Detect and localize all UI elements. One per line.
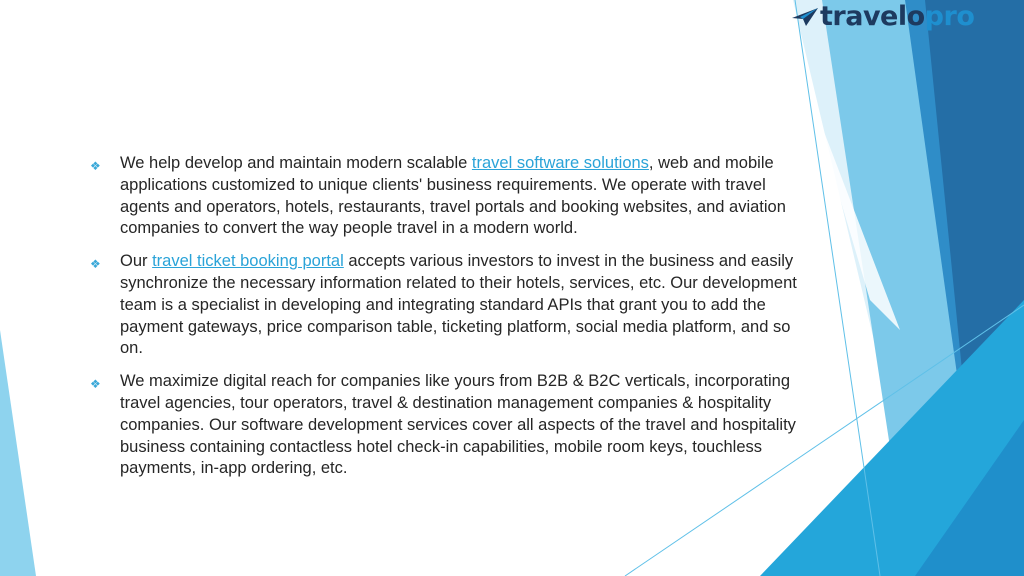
- bullet-item: [88, 153, 800, 240]
- bullet-item: [88, 371, 800, 480]
- bullet-text: We maximize digital reach for companies like yours from B2B & B2C verticals, incorporating travel agencies, tour operators, travel & destination management companies & hospitality companies. Our software development services cover all aspects of the travel and hospitality business containing contactless hotel check-in capabilities, mobile room keys, touchless payments, in-app ordering, etc.: [120, 372, 796, 478]
- travel-ticket-booking-portal-link[interactable]: travel ticket booking portal: [152, 252, 344, 271]
- travel-software-solutions-link[interactable]: travel software solutions: [471, 154, 649, 172]
- bullet-text-before: Our: [120, 252, 153, 271]
- paper-plane-icon: [790, 6, 820, 28]
- bullet-text-after: accepts various investors to invest in the business and easily synchronize the necessary information related to their hotels, services, etc. Our development team is a specialist in developing and integrating standard APIs that grant you to add the payment gateways, price comparison table, ticketing platform, social media platform, and so on.: [120, 252, 797, 358]
- bullet-text: [120, 153, 800, 240]
- bullet-text-after: , web and mobile applications customized to unique clients' business requirements. We operate with travel agents and operators, hotels, restaurants, travel portals and booking websites, and aviation companies to convert the way people travel in a modern world.: [120, 154, 786, 238]
- logo-text-main: travelo: [820, 1, 925, 32]
- bullet-text: [120, 251, 800, 360]
- logo-text-accent: pro: [924, 1, 975, 32]
- diamond-bullet-icon: ❖: [90, 159, 101, 173]
- diamond-bullet-icon: ❖: [90, 257, 101, 272]
- diamond-bullet-icon: ❖: [90, 377, 101, 392]
- bullet-text-before: We help develop and maintain modern scalable: [120, 154, 472, 172]
- bullet-item: [88, 251, 800, 360]
- left-edge-shape: [0, 330, 36, 576]
- content-body: [88, 153, 800, 491]
- travelopro-logo: [790, 2, 974, 32]
- logo-wordmark: [820, 2, 974, 32]
